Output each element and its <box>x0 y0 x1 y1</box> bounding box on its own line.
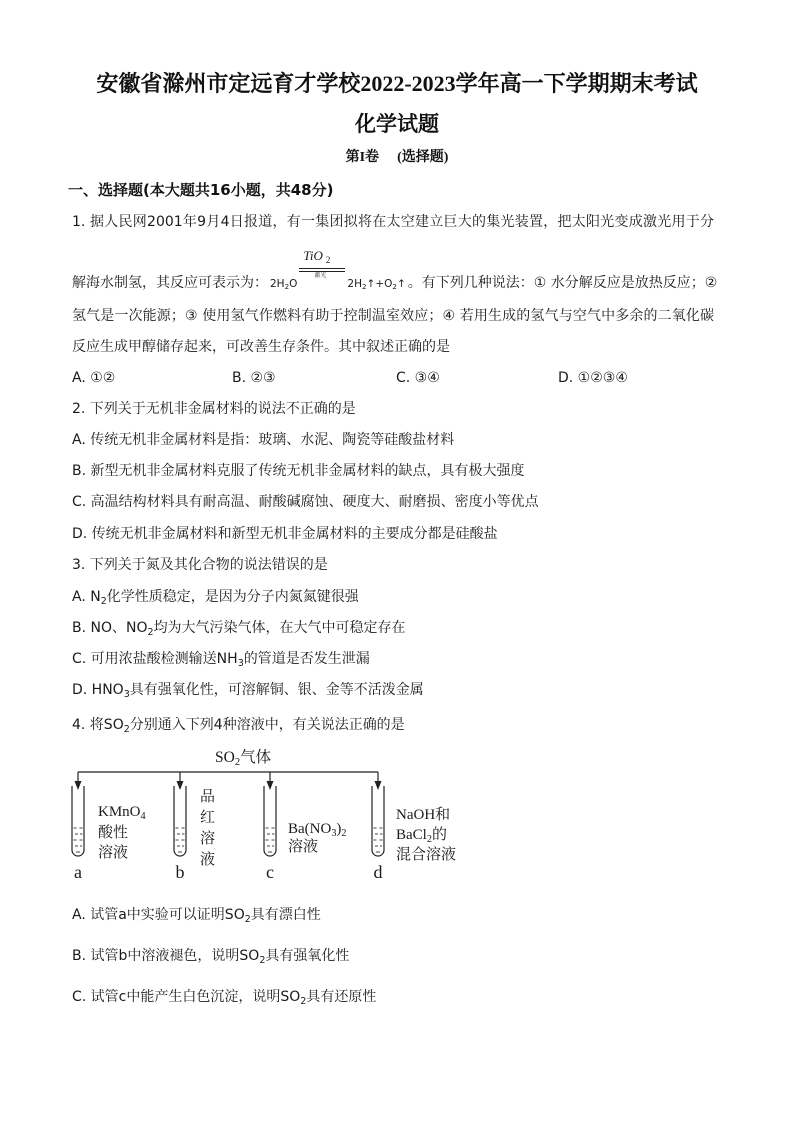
option-text: A. 试管a中实验可以证明SO <box>72 907 245 923</box>
reaction-arrow <box>299 248 345 287</box>
stem-text: 4. 将SO <box>72 717 124 733</box>
reactant-formula-tail: O <box>289 278 298 290</box>
label-text: KMnO <box>98 804 141 820</box>
label-text: Ba(NO <box>288 821 332 837</box>
subscript: 2 <box>123 723 130 735</box>
exam-volume <box>0 148 794 168</box>
volume-type: (选择题) <box>397 150 449 165</box>
option-text: 化学性质稳定，是因为分子内氮氮键很强 <box>106 589 359 605</box>
subscript: 2 <box>100 595 107 607</box>
tube-b-label <box>200 787 215 871</box>
tube-c-label <box>288 820 347 856</box>
q1-line-2-continuation: 。有下列几种说法：① 水分解反应是放热反应；② <box>407 275 718 291</box>
label-text: 的 <box>431 827 447 843</box>
gas-word: 气体 <box>240 749 272 766</box>
gas-label <box>215 748 271 768</box>
product-joiner: ↑+O <box>366 278 393 290</box>
subscript: 3 <box>237 657 244 669</box>
q3-option-d <box>72 680 424 700</box>
q1-stem-line-3: 氢气是一次能源；③ 使用氢气作燃料有助于控制温室效应；④ 若用生成的氢气与空气中多余的二氧化碳 <box>72 308 714 324</box>
subscript: 3 <box>331 828 337 840</box>
catalyst-label <box>303 249 330 263</box>
option-text: C. 可用浓盐酸检测输送NH <box>72 651 238 667</box>
q1-option-a: A. ①② <box>72 370 116 386</box>
catalyst-formula: TiO <box>303 248 323 263</box>
q2-option-a: A. 传统无机非金属材料是指：玻璃、水泥、陶瓷等硅酸盐材料 <box>72 432 455 448</box>
q1-stem-line-2 <box>72 248 718 294</box>
subscript: 3 <box>123 688 130 700</box>
label-line: 混合溶液 <box>396 847 457 863</box>
subscript: 2 <box>234 757 241 769</box>
label-line: 酸性 <box>98 824 129 841</box>
option-text: B. NO、NO <box>72 620 148 636</box>
label-line: 溶 <box>200 831 216 847</box>
subscript: 2 <box>392 282 397 292</box>
reactant-formula: 2H <box>270 278 285 290</box>
q1-stem-line-1: 1. 据人民网2001年9月4日报道，有一集团拟将在太空建立巨大的集光装置，把太阳光变成激光用于分 <box>72 214 714 230</box>
q2-option-c: C. 高温结构材料具有耐高温、耐酸碱腐蚀、硬度大、耐磨损、密度小等优点 <box>72 494 539 510</box>
q1-option-d: D. ①②③④ <box>558 370 628 386</box>
subscript: 2 <box>259 954 266 966</box>
subscript: 2 <box>341 828 347 840</box>
q3-option-a <box>72 587 359 607</box>
tube-letter-a: a <box>74 862 82 882</box>
option-text: 具有还原性 <box>306 989 377 1005</box>
reaction-condition: 激光 <box>314 272 327 279</box>
q4-stem <box>72 715 405 735</box>
q2-option-d: D. 传统无机非金属材料和新型无机非金属材料的主要成分都是硅酸盐 <box>72 526 498 542</box>
test-tube-c <box>264 772 276 856</box>
q1-stem-line-4: 反应生成甲醇储存起来，可改善生存条件。其中叙述正确的是 <box>72 339 450 355</box>
exam-subject: 化学试题 <box>355 112 439 136</box>
q3-option-c <box>72 649 370 669</box>
q3-option-b <box>72 618 406 638</box>
equation-products <box>347 278 405 290</box>
stem-text: 分别通入下列4种溶液中，有关说法正确的是 <box>129 717 405 733</box>
option-text: A. N <box>72 589 101 605</box>
option-text: B. 试管b中溶液褪色，说明SO <box>72 948 260 964</box>
option-text: 均为大气污染气体，在大气中可稳定存在 <box>153 620 406 636</box>
exam-title: 安徽省滁州市定远育才学校2022-2023学年高一下学期期末考试 <box>96 71 698 96</box>
subscript: 2 <box>361 282 367 292</box>
option-text: C. 试管c中能产生白色沉淀，说明SO <box>72 989 301 1005</box>
q1-option-c: C. ③④ <box>396 370 440 386</box>
q1-line-2-text: 解海水制氢，其反应可表示为： <box>72 275 268 291</box>
option-text: D. HNO <box>72 682 124 698</box>
tube-letter-c: c <box>266 862 274 882</box>
label-text: BaCl <box>396 827 427 843</box>
subscript: 2 <box>426 834 432 846</box>
option-text: 的管道是否发生泄漏 <box>243 651 370 667</box>
option-text: 具有强氧化性，可溶解铜、银、金等不活泼金属 <box>129 682 424 698</box>
label-line: 品 <box>200 789 216 805</box>
test-tube-d <box>372 772 384 856</box>
label-line: NaOH和 <box>396 807 451 823</box>
q3-stem: 3. 下列关于氮及其化合物的说法错误的是 <box>72 557 328 573</box>
gas-formula: SO <box>215 749 235 766</box>
subscript: 2 <box>300 995 307 1007</box>
subscript: 2 <box>325 254 331 265</box>
product-formula: 2H <box>347 278 362 290</box>
option-text: 具有漂白性 <box>250 907 321 923</box>
label-text: ) <box>336 821 342 837</box>
tube-a-label <box>98 802 146 864</box>
tube-d-label <box>396 805 456 865</box>
label-line <box>288 820 347 838</box>
tube-letter-d: d <box>373 862 383 882</box>
q4-option-b <box>72 946 349 966</box>
label-line: 红 <box>200 810 216 826</box>
subscript: 4 <box>140 811 146 823</box>
subscript: 2 <box>284 282 290 292</box>
tube-letter-b: b <box>175 862 185 882</box>
q1-option-b: B. ②③ <box>232 370 276 386</box>
label-line: 液 <box>200 852 216 868</box>
label-line <box>396 825 456 845</box>
label-line: 溶液 <box>288 839 319 855</box>
label-line: 溶液 <box>98 845 129 861</box>
test-tube-b <box>174 772 186 856</box>
equation-reactant <box>270 278 297 290</box>
section-heading: 一、选择题(本大题共16小题，共48分) <box>68 181 334 199</box>
q4-option-c <box>72 987 376 1007</box>
q2-stem: 2. 下列关于无机非金属材料的说法不正确的是 <box>72 401 356 417</box>
product-tail: ↑ <box>396 278 406 290</box>
subscript: 2 <box>147 626 154 638</box>
test-tube-a <box>72 772 84 856</box>
option-text: 具有强氧化性 <box>265 948 350 964</box>
q4-option-a <box>72 905 321 925</box>
volume-label: 第I卷 <box>345 150 380 165</box>
subscript: 2 <box>244 913 251 925</box>
q2-option-b: B. 新型无机非金属材料克服了传统无机非金属材料的缺点，具有极大强度 <box>72 463 525 479</box>
label-line <box>98 802 146 823</box>
